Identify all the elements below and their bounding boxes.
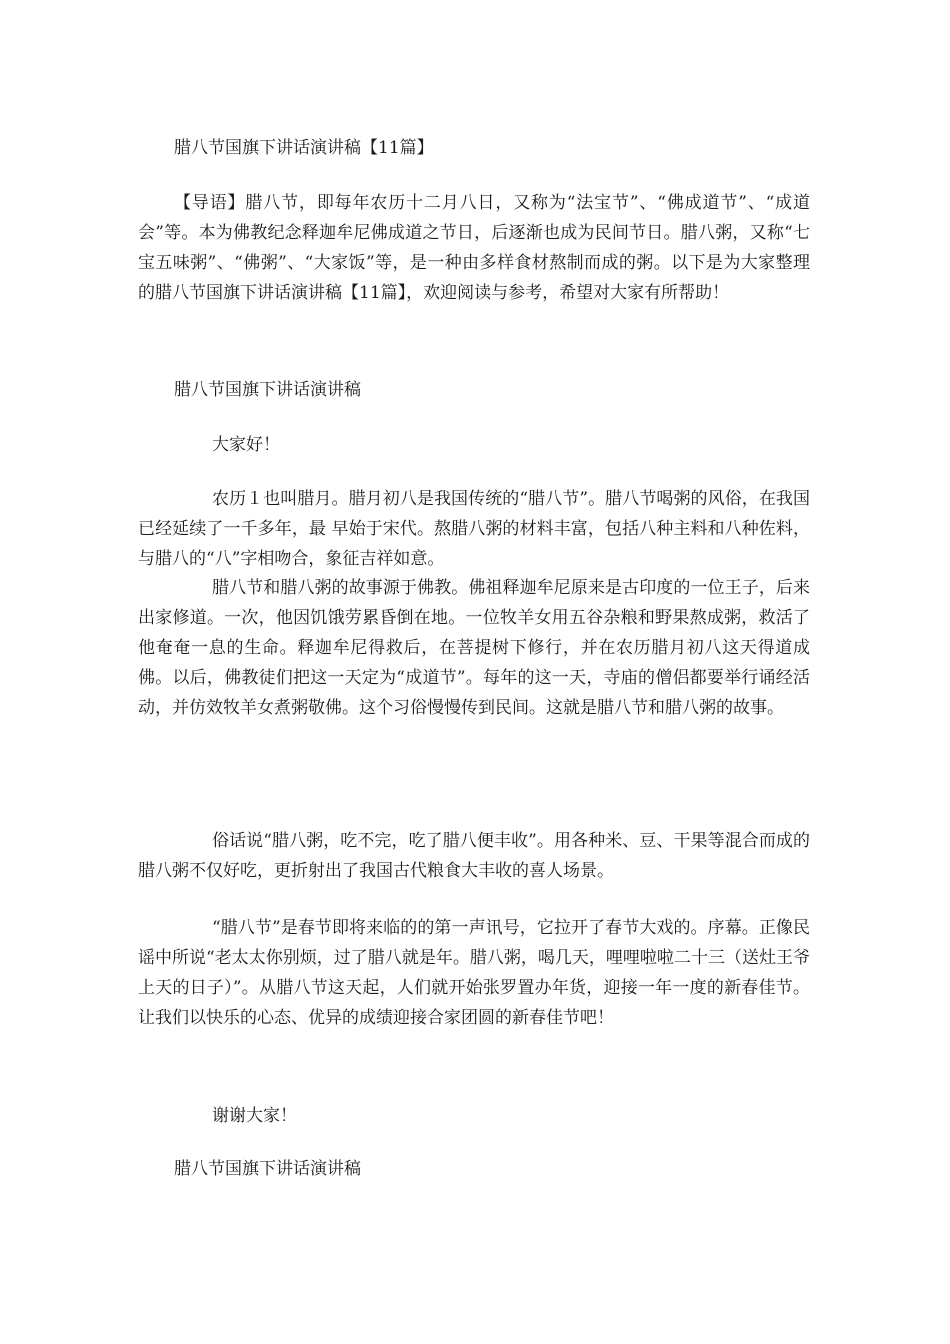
section-heading: 腊八节国旗下讲话演讲稿: [174, 380, 361, 400]
paragraph-3: 俗话说“腊八粥，吃不完，吃了腊八便丰收”。用各种米、豆、干果等混合而成的腊八粥不仅好吃，更折射出了我国古代粮食大丰收的喜人场景。: [138, 831, 810, 881]
section-heading-2: 腊八节国旗下讲话演讲稿: [174, 1159, 361, 1179]
closing: 谢谢大家！: [212, 1106, 297, 1126]
intro-paragraph: 【导语】腊八节，即每年农历十二月八日，又称为“法宝节”、“佛成道节”、“成道会”等。本为佛教纪念释迦牟尼佛成道之节日，后逐渐也成为民间节日。腊八粥，又称“七宝五味粥”、“佛粥”、“大家饭”等，是一种由多样食材熬制而成的粥。以下是为大家整理的腊八节国旗下讲话演讲稿【11篇】，欢迎阅读与参考，希望对大家有所帮助！: [138, 193, 810, 303]
paragraph-1: 农历１也叫腊月。腊月初八是我国传统的“腊八节”。腊八节喝粥的风俗，在我国已经延续了一千多年，最 早始于宋代。熬腊八粥的材料丰富，包括八种主料和八种佐料，与腊八的“八”字相吻合，象征吉祥如意。: [138, 489, 810, 569]
greeting: 大家好！: [212, 435, 280, 455]
paragraph-4: “腊八节”是春节即将来临的的第一声讯号，它拉开了春节大戏的。序幕。正像民谣中所说“老太太你别烦，过了腊八就是年。腊八粥，喝几天，哩哩啦啦二十三（送灶王爷上天的日子）”。从腊八节这天起，人们就开始张罗置办年货，迎接一年一度的新春佳节。让我们以快乐的心态、优异的成绩迎接合家团圆的新春佳节吧！: [138, 918, 810, 1028]
paragraph-2: 腊八节和腊八粥的故事源于佛教。佛祖释迦牟尼原来是古印度的一位王子，后来出家修道。一次，他因饥饿劳累昏倒在地。一位牧羊女用五谷杂粮和野果熬成粥，救活了他奄奄一息的生命。释迦牟尼得救后，在菩提树下修行，并在农历腊月初八这天得道成佛。以后，佛教徒们把这一天定为“成道节”。每年的这一天，寺庙的僧侣都要举行诵经活动，并仿效牧羊女煮粥敬佛。这个习俗慢慢传到民间。这就是腊八节和腊八粥的故事。: [138, 578, 810, 718]
document-title: 腊八节国旗下讲话演讲稿【11篇】: [174, 138, 434, 158]
